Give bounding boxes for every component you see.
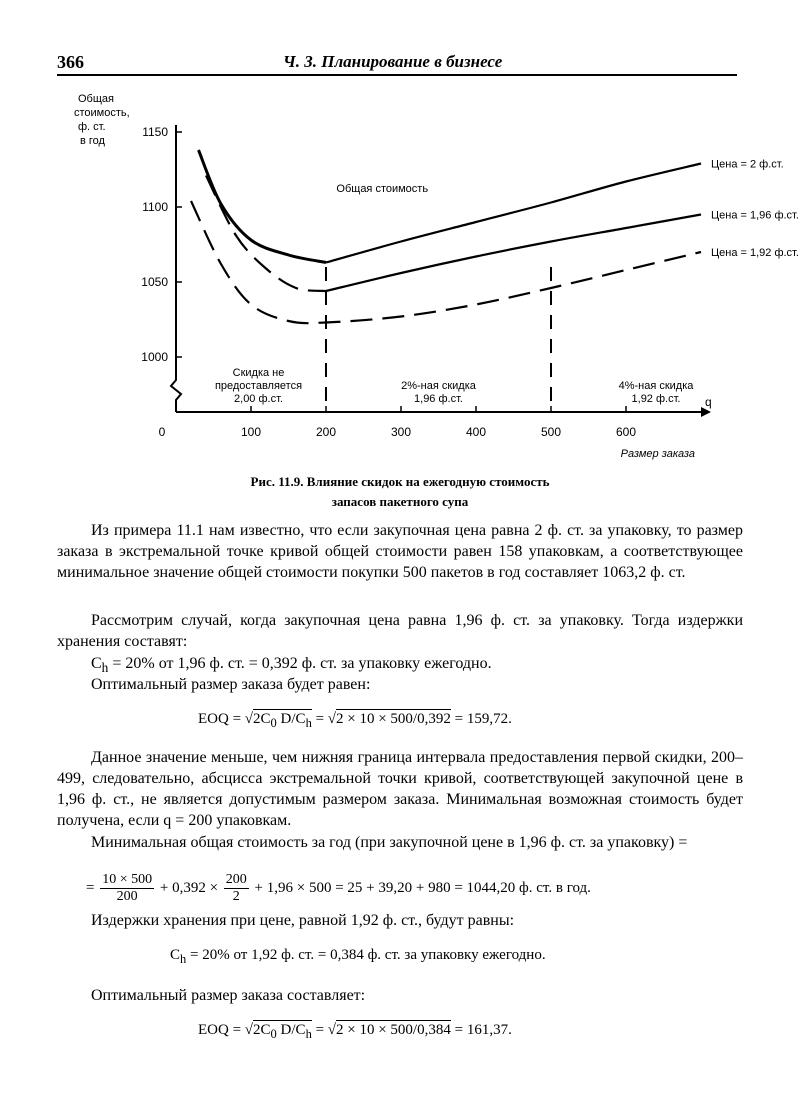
eoq-term: D/C [276,1022,306,1038]
formula-tail: + 1,96 × 500 = 25 + 39,20 + 980 = 1044,20 ф. ст. в год. [250,879,591,896]
region-label-line: 2%-ная скидка [401,380,476,392]
figure-caption-line1: Рис. 11.9. Влияние скидок на ежегодную стоимость [250,474,550,489]
eoq-sub: 0 [270,716,277,730]
eoq-radical-2: 2 × 10 × 500/0,392 [336,711,451,727]
y-axis-label [74,93,130,147]
running-title: Ч. 3. Планирование в бизнесе [283,52,503,71]
y-tick-label: 1000 [141,350,168,364]
paragraph-2: Рассмотрим случай, когда закупочная цена равна 1,96 ф. ст. за упаковку. Тогда издержки хранения составят: [57,612,743,650]
region-label-line: 2,00 ф.ст. [234,393,283,405]
eoq-formula-2 [198,1022,512,1042]
region-label-line: 1,92 ф.ст. [631,393,681,405]
fraction-denominator: 200 [116,889,138,904]
fraction-denominator: 2 [232,889,240,904]
eoq-radical-1 [253,1020,312,1041]
fraction-numerator: 200 [225,872,247,887]
x-tick-label: 300 [390,425,412,439]
x-tick-label: 400 [465,425,487,439]
holding-cost-subscript: h [101,660,109,676]
holding-cost-symbol: C [170,947,181,963]
fraction-1 [100,872,154,905]
eoq-term: 2C [253,1022,271,1038]
eoq-sub: h [305,716,312,730]
paragraph-7: Оптимальный размер заказа составляет: [91,987,366,1004]
y-axis-line [171,125,181,412]
paragraph-1: Из примера 11.1 нам известно, что если закупочная цена равна 2 ф. ст. за упаковку, то размер заказа в экстремальной точке кривой общей стоимости равен 158 упаковкам, а соответствующее минимальное значение общей стоимости покупки 500 пакетов в год составляет 1063,2 ф. ст. [57,522,743,581]
eoq-term: D/C [276,711,306,727]
figure-caption [0,472,800,512]
eoq-sub: h [305,1027,312,1041]
eoq-sub: 0 [270,1027,277,1041]
figure-caption-line2: запасов пакетного супа [331,494,469,509]
holding-cost-1-value: = 20% от 1,96 ф. ст. = 0,392 ф. ст. за упаковку ежегодно. [108,655,492,672]
paragraph-5: Минимальная общая стоимость за год (при закупочной цене в 1,96 ф. ст. за упаковку) = [91,834,688,851]
eoq-mid: = √ [311,1022,337,1038]
x-tick-label: 600 [615,425,637,439]
eoq-formula-1 [198,711,512,731]
cost-curve-0 [199,150,327,263]
x-tick-label: 200 [315,425,337,439]
discount-cost-chart [0,80,800,470]
x-axis-symbol: q [705,395,712,409]
price-label: Цена = 1,92 ф.ст. [711,247,799,259]
cost-curve-3 [326,215,701,292]
region-label-line: 4%-ная скидка [618,380,694,392]
origin-label: 0 [158,425,166,439]
curve-title: Общая стоимость [336,183,429,195]
paragraph-3: Оптимальный размер заказа будет равен: [91,676,371,693]
y-tick-label: 1050 [141,275,168,289]
region-label-line: 1,96 ф.ст. [414,393,463,405]
page-header [57,50,737,76]
eoq-radical-2: 2 × 10 × 500/0,384 [336,1022,451,1038]
holding-cost-2 [170,947,546,967]
formula-mid: + 0,392 × [156,879,222,896]
eoq-result: = 161,37. [450,1022,512,1038]
fraction-2 [224,872,249,905]
region-label-line: предоставляется [214,380,303,392]
y-tick-label: 1100 [142,200,168,214]
eoq-term: 2C [253,711,271,727]
total-cost-formula [86,872,591,905]
x-tick-label: 100 [240,425,262,439]
y-axis-label-line: в год [80,135,105,147]
x-axis-label: Размер заказа [620,448,695,460]
paragraph-6: Издержки хранения при цене, равной 1,92 ф. ст., будут равны: [91,912,515,929]
page-number: 366 [57,52,84,72]
eoq-mid: = √ [311,711,337,727]
x-tick-label: 500 [540,425,562,439]
y-axis-label-line: ф. ст. [78,121,106,133]
y-axis-label-line: стоимость, [74,107,130,119]
eoq-prefix: EOQ = √ [198,1022,254,1038]
price-label: Цена = 1,96 ф.ст. [711,209,799,222]
price-label: Цена = 2 ф.ст. [711,158,784,171]
cost-curve-2 [206,176,326,292]
formula-eq: = [86,879,99,896]
holding-cost-2-value: = 20% от 1,92 ф. ст. = 0,384 ф. ст. за упаковку ежегодно. [186,947,546,963]
fraction-numerator: 10 × 500 [102,872,153,887]
eoq-prefix: EOQ = √ [198,711,254,727]
holding-cost-symbol: C [91,655,102,672]
y-tick-label: 1150 [142,125,168,139]
eoq-result: = 159,72. [450,711,512,727]
region-label-line: Скидка не [232,367,285,379]
y-axis-label-line: Общая [78,93,114,105]
holding-cost-subscript: h [180,952,187,966]
cost-curve-1 [326,164,701,263]
paragraph-4: Данное значение меньше, чем нижняя граница интервала предоставления первой скидки, 200–499, следовательно, абсцисса экстремальной точки кривой, соответствующей закупочной цене в 1,96 ф. ст., не является допустимым размером заказа. Минимальная возможная стоимость будет получена, если q = 200 упаковкам. [57,749,743,829]
eoq-radical-1 [253,709,312,730]
